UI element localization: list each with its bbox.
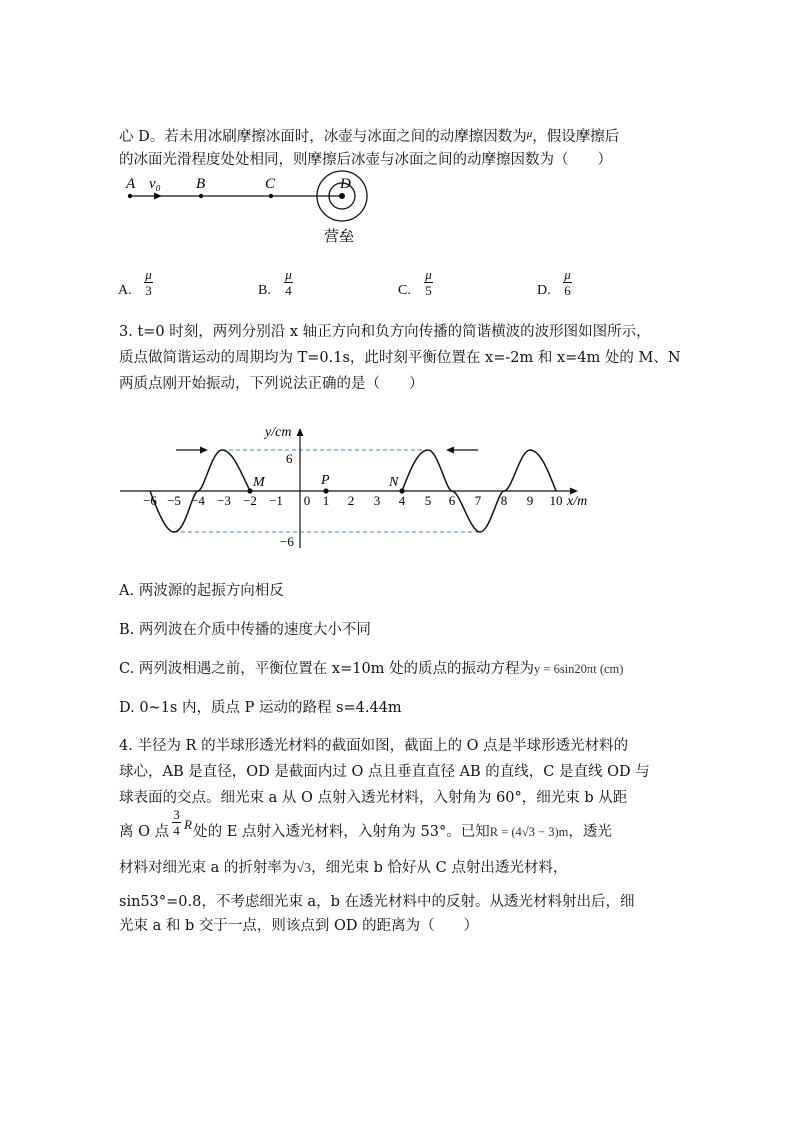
q3-text-line2: 质点做简谐运动的周期均为 T=0.1s，此时刻平衡位置在 x=-2m 和 x=4m 处的 M、N	[119, 350, 681, 366]
option-b-fraction: μ 4	[285, 267, 292, 298]
option-d-fraction: μ 6	[564, 267, 571, 298]
option-c-equation: y = 6sin20πt (cm)	[534, 662, 624, 676]
q3-option-d[interactable]: D. 0~1s 内，质点 P 运动的路程 s=4.44m	[119, 700, 402, 716]
q4-text-line7: 光束 a 和 b 交于一点，则该点到 OD 的距离为（ ）	[119, 918, 479, 934]
rink-caption: 营垒	[324, 229, 355, 245]
svg-text:−5: −5	[167, 493, 181, 508]
option-d[interactable]: D.	[537, 283, 551, 298]
svg-text:−2: −2	[243, 493, 257, 508]
q4-text-line4: 离 O 点 处的 E 点射入透光材料，入射角为 53°。已知R = (4√3 − 3)m，透光	[119, 824, 612, 840]
point-P: P	[321, 473, 330, 488]
radius-equation: R = (4√3 − 3)m	[489, 825, 569, 839]
label-v0: v₀	[149, 176, 161, 192]
q4-text-line1: 4. 半径为 R 的半球形透光材料的截面如图，截面上的 O 点是半球形透光材料的	[119, 738, 629, 754]
point-M: M	[253, 475, 265, 490]
label-D: D	[340, 176, 351, 192]
q4-text-line2: 球心，AB 是直径，OD 是截面内过 O 点且垂直直径 AB 的直线，C 是直线 OD 与	[119, 764, 650, 780]
option-a[interactable]: A.	[118, 283, 132, 298]
point-N: N	[389, 475, 399, 490]
svg-text:10: 10	[549, 493, 563, 508]
svg-text:−3: −3	[217, 493, 231, 508]
q3-text-line3: 两质点刚开始振动，下列说法正确的是（ ）	[119, 376, 424, 392]
q4-text-line5: 材料对细光束 a 的折射率为√3，细光束 b 恰好从 C 点射出透光材料，	[119, 860, 568, 876]
wave-diagram	[0, 0, 794, 560]
y-tick-neg6: −6	[280, 534, 294, 549]
option-c-fraction: μ 5	[425, 267, 432, 298]
sqrt3: √3	[296, 861, 312, 876]
svg-text:−4: −4	[191, 493, 205, 508]
option-c[interactable]: C.	[398, 283, 411, 298]
q4-text-line6: sin53°=0.8，不考虑细光束 a，b 在透光材料中的反射。从透光材料射出后，细	[119, 894, 635, 910]
q3-text-line1: 3. t=0 时刻，两列分别沿 x 轴正方向和负方向传播的简谐横波的波形图如图所示，	[119, 324, 651, 340]
svg-text:1: 1	[322, 493, 330, 508]
fraction-var-r: R	[184, 817, 192, 832]
svg-text:−1: −1	[269, 493, 283, 508]
svg-text:6: 6	[448, 493, 456, 508]
option-b[interactable]: B.	[258, 283, 271, 298]
svg-text:4: 4	[398, 493, 406, 508]
q4-text-line3: 球表面的交点。细光束 a 从 O 点射入透光材料，入射角为 60°，细光束 b 从距	[119, 790, 628, 806]
q3-option-c[interactable]: C. 两列波相遇之前，平衡位置在 x=10m 处的质点的振动方程为y = 6sin20πt (cm)	[119, 661, 624, 677]
q3-option-a[interactable]: A. 两波源的起振方向相反	[119, 583, 284, 599]
label-B: B	[196, 176, 206, 192]
q3-option-b[interactable]: B. 两列波在介质中传播的速度大小不同	[119, 622, 371, 638]
svg-text:9: 9	[526, 493, 534, 508]
svg-text:8: 8	[500, 493, 508, 508]
svg-text:−6: −6	[143, 493, 157, 508]
label-A: A	[126, 176, 136, 192]
y-tick-6: 6	[286, 451, 293, 466]
y-axis-label: y/cm	[265, 425, 292, 440]
svg-text:7: 7	[474, 493, 482, 508]
svg-text:5: 5	[424, 493, 432, 508]
svg-text:2: 2	[347, 493, 355, 508]
three-quarter-fraction: 3 4	[173, 807, 180, 838]
q2-text-line1: 心 D。若未用冰刷摩擦冰面时，冰壶与冰面之间的动摩擦因数为$^\mu$，假设摩擦后	[119, 128, 620, 145]
x-axis-label: x/m	[567, 494, 588, 509]
option-a-fraction: μ 3	[145, 267, 152, 298]
q2-text-line2: 的冰面光滑程度处处相同，则摩擦后冰壶与冰面之间的动摩擦因数为（ ）	[119, 152, 612, 168]
label-C: C	[265, 176, 276, 192]
svg-text:3: 3	[373, 493, 381, 508]
svg-text:0: 0	[303, 493, 311, 508]
